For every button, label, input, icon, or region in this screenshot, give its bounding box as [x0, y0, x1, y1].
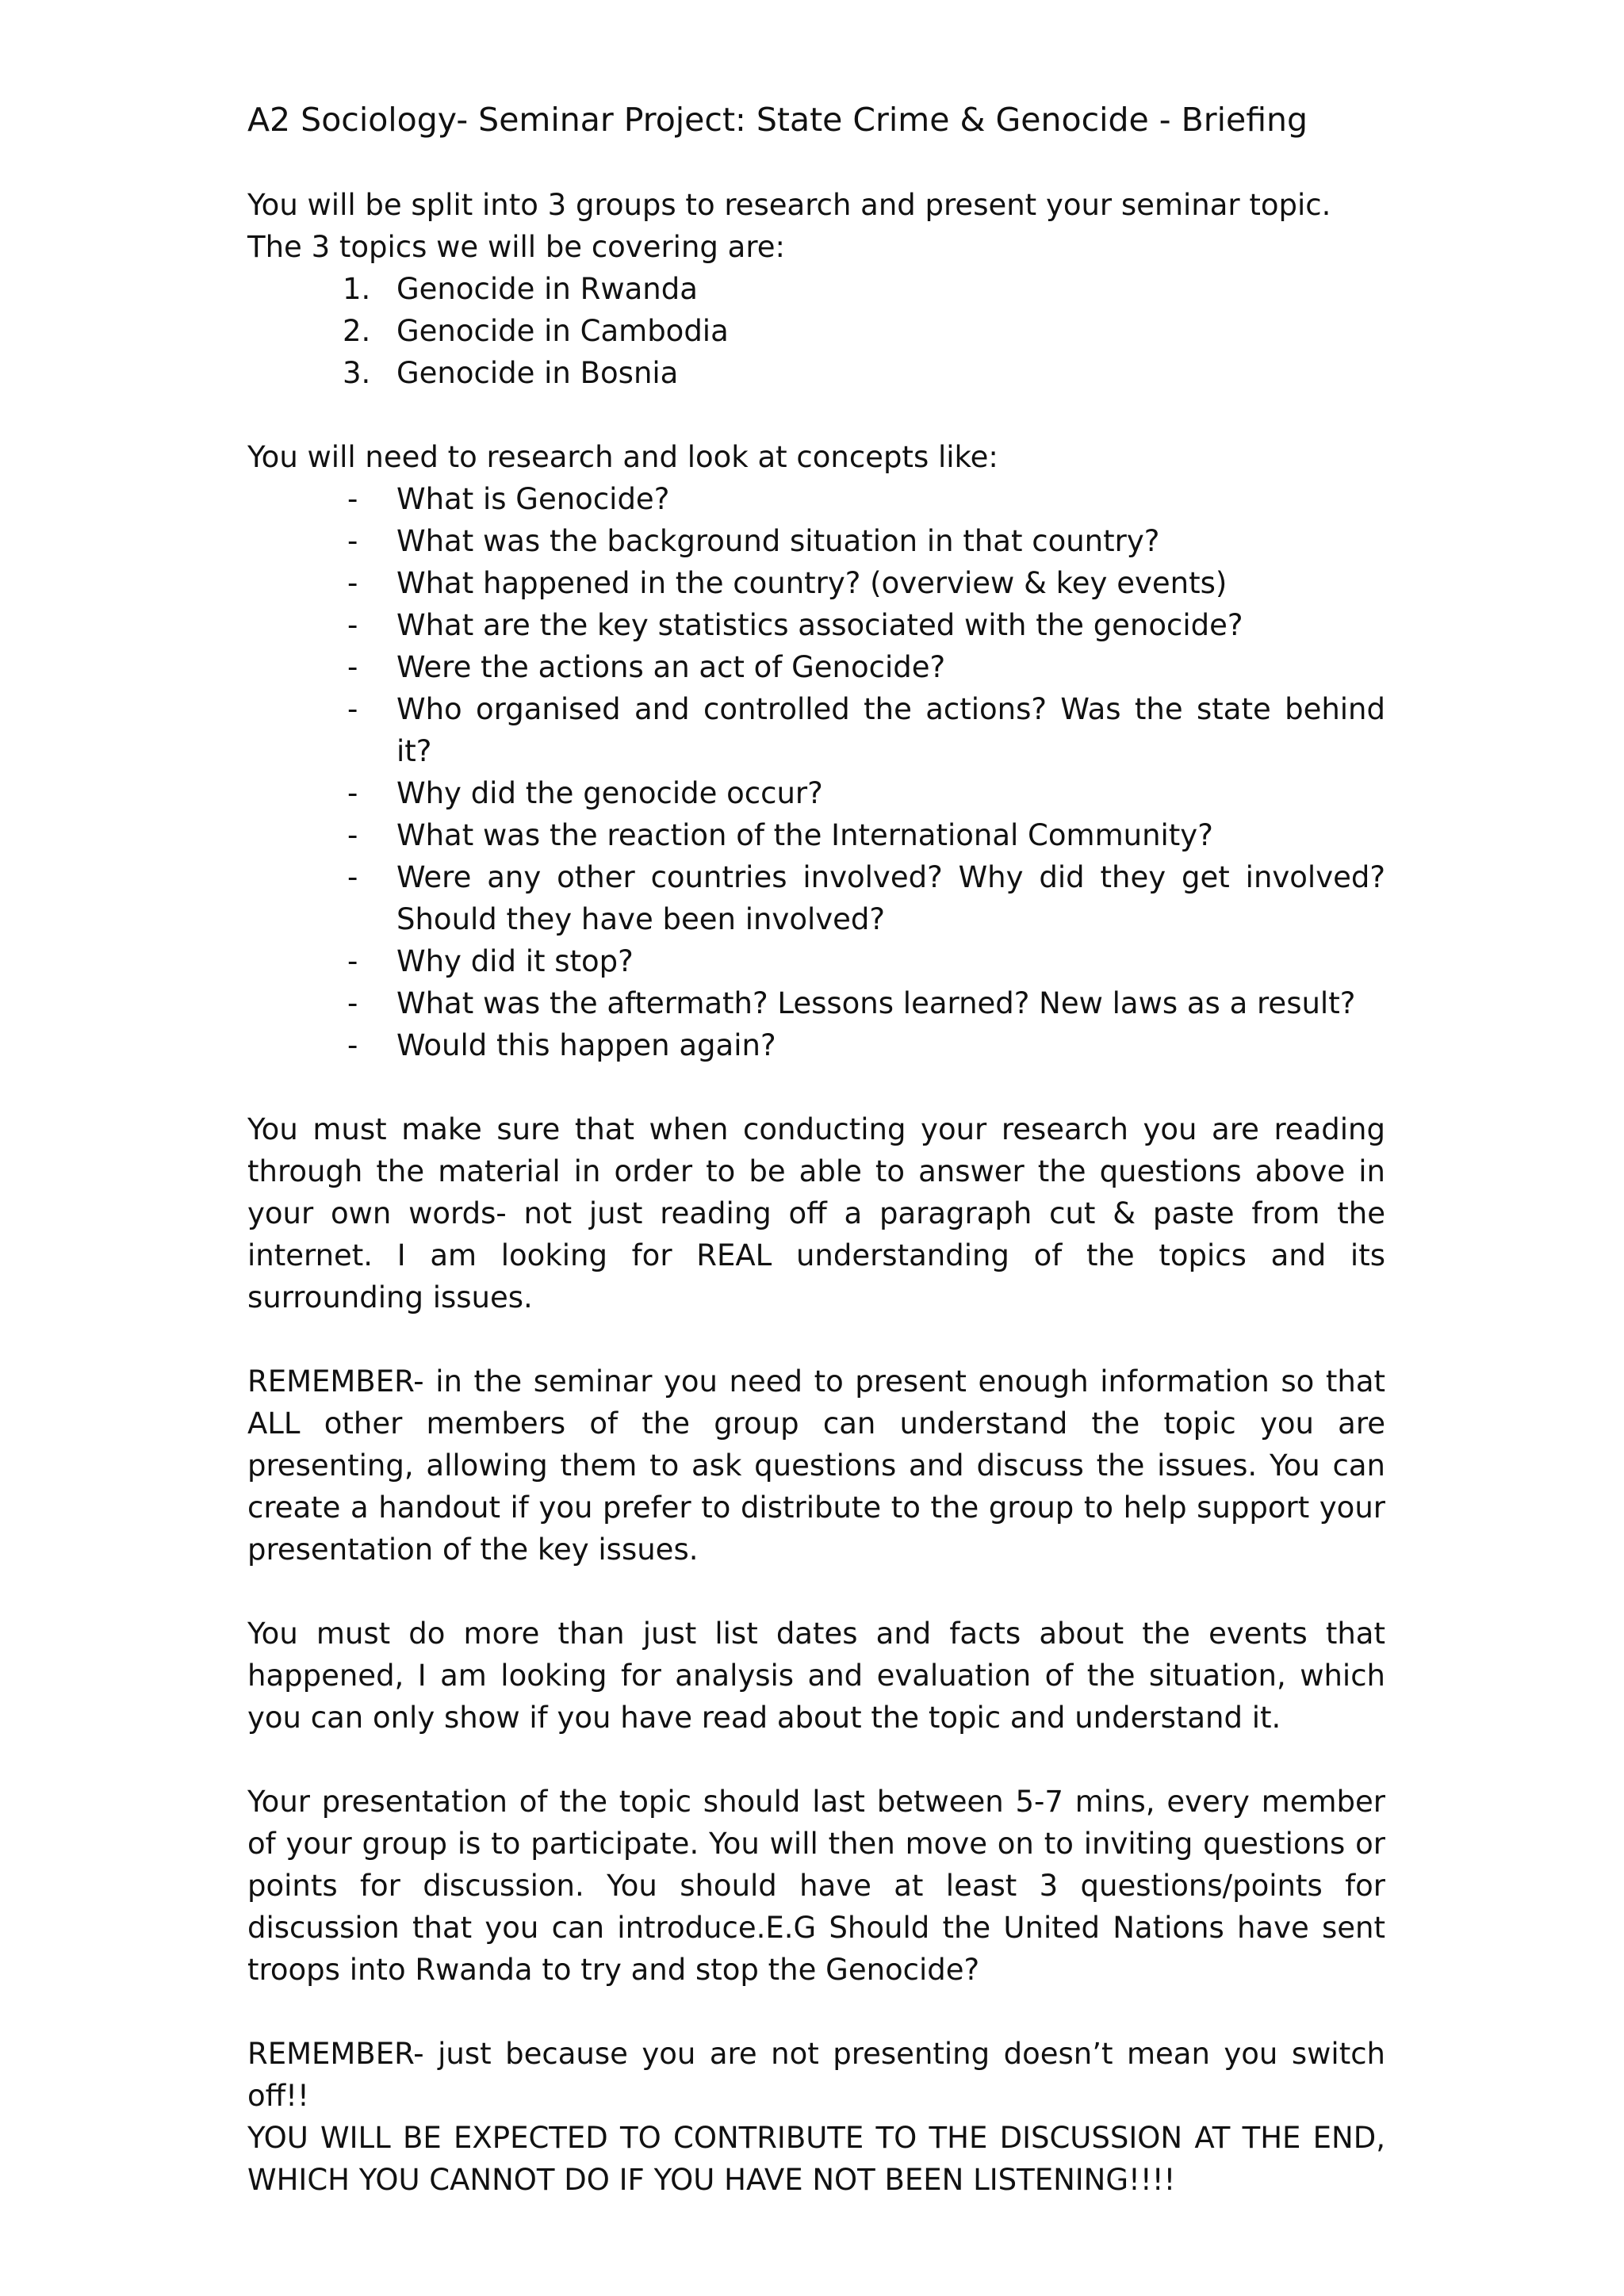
- concepts-section: [247, 436, 1385, 1066]
- topics-list: [247, 268, 1385, 394]
- dash-marker: -: [347, 692, 358, 726]
- topic-number: 3.: [343, 356, 371, 390]
- dash-marker: -: [347, 524, 358, 558]
- dash-marker: -: [347, 818, 358, 852]
- concept-text: Were the actions an act of Genocide?: [396, 650, 946, 684]
- concept-item: [247, 520, 1385, 562]
- concepts-list: [247, 478, 1385, 1066]
- document-title: A2 Sociology- Seminar Project: State Crime & Genocide - Briefing: [247, 101, 1308, 139]
- concept-text: Who organised and controlled the actions? Was the state behind it?: [396, 692, 1385, 768]
- concept-text: What was the aftermath? Lessons learned? New laws as a result?: [396, 986, 1356, 1020]
- topic-text: Genocide in Rwanda: [396, 272, 698, 306]
- dash-marker: -: [347, 776, 358, 810]
- topic-number: 2.: [343, 314, 371, 348]
- topic-item: [247, 268, 1385, 310]
- concept-text: Would this happen again?: [396, 1028, 776, 1062]
- dash-marker: -: [347, 1028, 358, 1062]
- dash-marker: -: [347, 566, 358, 600]
- topic-item: [247, 310, 1385, 352]
- topic-number: 1.: [343, 272, 371, 306]
- seminar-reminder-section: [247, 1360, 1385, 1571]
- concept-item: [247, 814, 1385, 856]
- concept-item: [247, 478, 1385, 520]
- concept-text: Were any other countries involved? Why did they get involved? Should they have been involved?: [396, 860, 1385, 936]
- topic-item: [247, 352, 1385, 394]
- concept-item: [247, 688, 1385, 772]
- concept-text: Why did it stop?: [396, 944, 634, 978]
- topic-text: Genocide in Bosnia: [396, 356, 679, 390]
- dash-marker: -: [347, 608, 358, 642]
- concept-text: What are the key statistics associated with the genocide?: [396, 608, 1243, 642]
- intro-line-topics: The 3 topics we will be covering are:: [247, 230, 785, 264]
- concept-text: What was the background situation in that country?: [396, 524, 1160, 558]
- concept-item: [247, 772, 1385, 814]
- research-paragraph: You must make sure that when conducting your research you are reading through the material in order to be able to answer the questions above in your own words- not just reading off a paragraph cut & paste from the internet. I am looking for REAL understanding of the topics and its surrounding issues.: [247, 1112, 1385, 1314]
- concept-item: [247, 856, 1385, 940]
- concept-item: [247, 1024, 1385, 1066]
- seminar-reminder-paragraph: REMEMBER- in the seminar you need to present enough information so that ALL other members of the group can understand the topic you are presenting, allowing them to ask questions and discuss the issues. You can create a handout if you prefer to distribute to the group to help support your presentation of the key issues.: [247, 1364, 1385, 1567]
- dash-marker: -: [347, 650, 358, 684]
- concept-item: [247, 562, 1385, 604]
- intro-line-groups: You will be split into 3 groups to research and present your seminar topic.: [247, 188, 1331, 222]
- presentation-section: [247, 1781, 1385, 1991]
- analysis-section: [247, 1613, 1385, 1739]
- dash-marker: -: [347, 860, 358, 894]
- concept-text: What is Genocide?: [396, 482, 670, 516]
- concept-item: [247, 646, 1385, 688]
- final-reminder-caps: YOU WILL BE EXPECTED TO CONTRIBUTE TO THE DISCUSSION AT THE END, WHICH YOU CANNOT DO IF YOU HAVE NOT BEEN LISTENING!!!!: [247, 2121, 1385, 2197]
- concept-text: What happened in the country? (overview & key events): [396, 566, 1228, 600]
- dash-marker: -: [347, 986, 358, 1020]
- research-section: [247, 1108, 1385, 1318]
- concept-text: Why did the genocide occur?: [396, 776, 823, 810]
- analysis-paragraph: You must do more than just list dates and facts about the events that happened, I am looking for analysis and evaluation of the situation, which you can only show if you have read about the topic and understand it.: [247, 1617, 1385, 1735]
- topic-text: Genocide in Cambodia: [396, 314, 729, 348]
- final-reminder-section: [247, 2033, 1385, 2201]
- concepts-intro: You will need to research and look at concepts like:: [247, 440, 998, 474]
- document-body: [247, 97, 1385, 2243]
- dash-marker: -: [347, 482, 358, 516]
- concept-item: [247, 604, 1385, 646]
- intro-section: [247, 184, 1385, 394]
- dash-marker: -: [347, 944, 358, 978]
- concept-item: [247, 982, 1385, 1024]
- final-reminder-line: REMEMBER- just because you are not presenting doesn’t mean you switch off!!: [247, 2037, 1385, 2113]
- presentation-paragraph: Your presentation of the topic should last between 5-7 mins, every member of your group is to participate. You will then move on to inviting questions or points for discussion. You should have at least 3 questions/points for discussion that you can introduce.E.G Should the United Nations have sent troops into Rwanda to try and stop the Genocide?: [247, 1785, 1385, 1987]
- concept-item: [247, 940, 1385, 982]
- concept-text: What was the reaction of the International Community?: [396, 818, 1213, 852]
